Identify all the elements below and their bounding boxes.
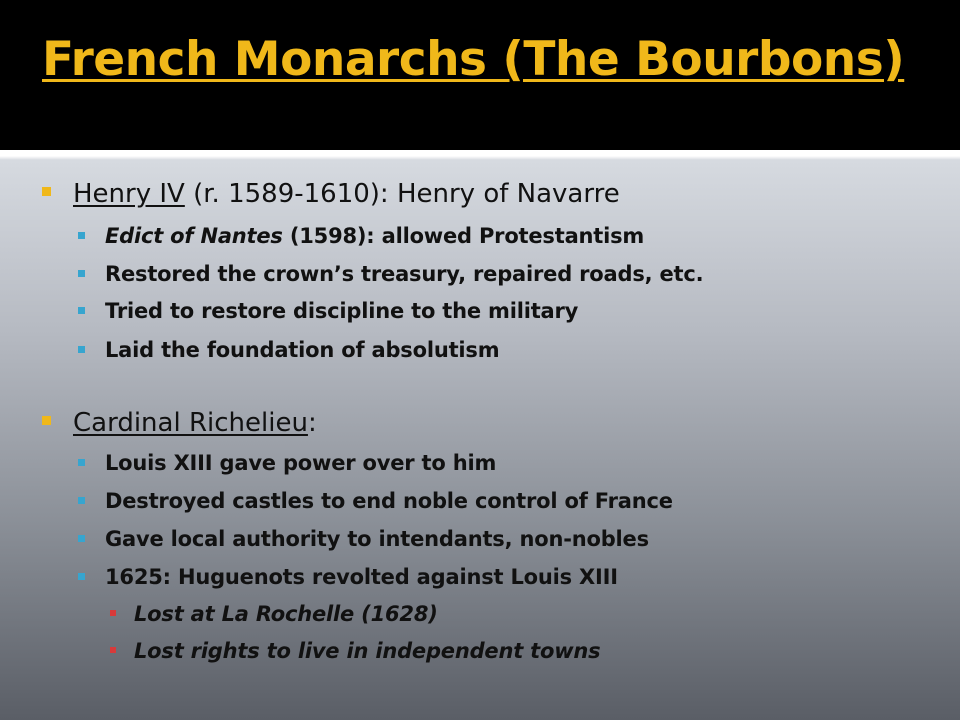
sub-sub-bullet xyxy=(110,636,600,666)
sub-bullet xyxy=(78,562,618,592)
sub-bullet xyxy=(78,486,673,516)
square-bullet-icon xyxy=(42,187,51,196)
square-bullet-icon xyxy=(78,573,85,580)
heading-detail: (r. 1589-1610): Henry of Navarre xyxy=(184,179,620,209)
bullet-cardinal-richelieu xyxy=(42,406,317,440)
bullet-text: Destroyed castles to end noble control of France xyxy=(105,489,673,513)
square-bullet-icon xyxy=(78,307,85,314)
heading-name: Cardinal Richelieu xyxy=(73,408,308,438)
square-bullet-icon xyxy=(78,535,85,542)
sub-bullet xyxy=(78,524,649,554)
heading-detail: : xyxy=(307,408,317,438)
sub-bullet xyxy=(78,448,496,478)
bullet-text: Lost at La Rochelle (1628) xyxy=(134,602,438,626)
square-bullet-icon xyxy=(110,647,116,653)
square-bullet-icon xyxy=(110,610,116,616)
heading-name: Henry IV xyxy=(73,179,185,209)
sub-bullet xyxy=(78,221,644,251)
bullet-text: Louis XIII gave power over to him xyxy=(105,451,497,475)
edict-detail: (1598): allowed Protestantism xyxy=(282,224,645,248)
bullet-text: Lost rights to live in independent towns xyxy=(134,639,601,663)
square-bullet-icon xyxy=(42,416,51,425)
sub-bullet xyxy=(78,259,703,289)
bullet-text: Restored the crown’s treasury, repaired roads, etc. xyxy=(105,262,704,286)
bullet-text: Laid the foundation of absolutism xyxy=(105,338,500,362)
edict-title: Edict of Nantes xyxy=(105,224,283,248)
square-bullet-icon xyxy=(78,497,85,504)
bullet-text: Tried to restore discipline to the military xyxy=(105,299,579,323)
square-bullet-icon xyxy=(78,232,85,239)
slide-title: French Monarchs (The Bourbons) xyxy=(42,32,905,87)
sub-bullet xyxy=(78,335,499,365)
square-bullet-icon xyxy=(78,270,85,277)
sub-bullet xyxy=(78,296,578,326)
square-bullet-icon xyxy=(78,459,85,466)
bullet-text: 1625: Huguenots revolted against Louis XIII xyxy=(105,565,618,589)
sub-sub-bullet xyxy=(110,599,438,629)
bullet-henry-iv xyxy=(42,177,620,211)
square-bullet-icon xyxy=(78,346,85,353)
bullet-text: Gave local authority to intendants, non-nobles xyxy=(105,527,649,551)
